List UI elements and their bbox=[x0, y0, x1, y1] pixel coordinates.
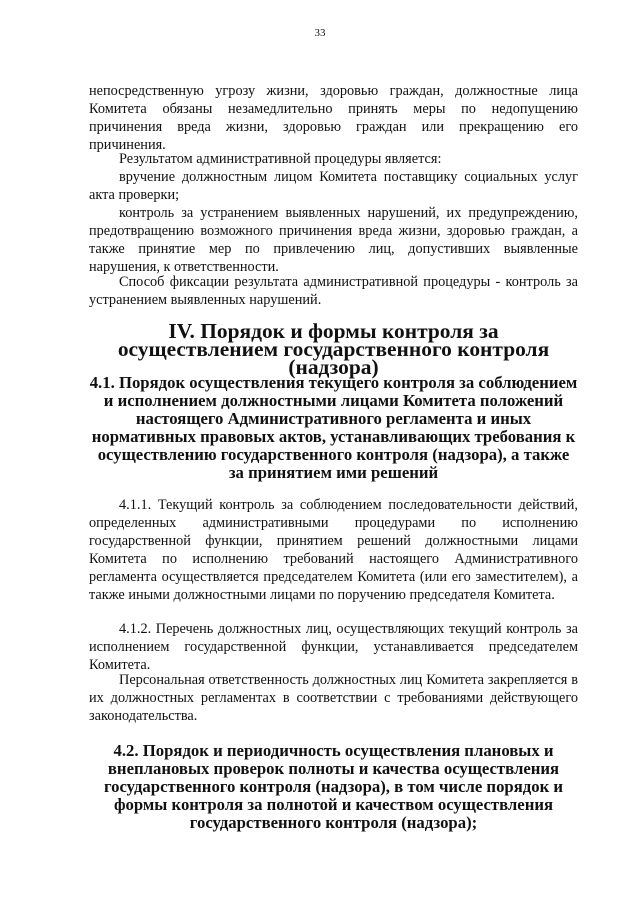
paragraph-fixation-method: Способ фиксации результата административной процедуры - контроль за устранением выявленных нарушений. bbox=[89, 274, 578, 308]
paragraph-4-1-2: 4.1.2. Перечень должностных лиц, осуществляющих текущий контроль за исполнением государственной функции, устанавливается председателем Комитета. bbox=[89, 621, 578, 673]
section-heading-iv: IV. Порядок и формы контроля за осуществлением государственного контроля (надзора) bbox=[117, 319, 550, 379]
page-number: 33 bbox=[314, 27, 326, 39]
subsection-heading-4-2: 4.2. Порядок и периодичность осуществления плановых и внеплановых проверок полноты и качества осуществления государственного контроля (надзора), в том числе порядок и формы контроля за полнотой и качеством осуществления государственного контроля (надзора); bbox=[103, 741, 564, 832]
paragraph-handover-act: вручение должностным лицом Комитета поставщику социальных услуг акта проверки; bbox=[89, 169, 578, 203]
subsection-heading-4-1: 4.1. Порядок осуществления текущего контроля за соблюдением и исполнением должностными лицами Комитета положений настоящего Административного регламента и иных нормативных правовых актов, устанавливающих требования к осуществлению государственного контроля (надзора), а также за принятием ими решений bbox=[89, 373, 578, 482]
paragraph-personal-responsibility: Персональная ответственность должностных лиц Комитета закрепляется в их должностных регламентах в соответствии с требованиями действующего законодательства. bbox=[89, 672, 578, 724]
paragraph-control-violations: контроль за устранением выявленных нарушений, их предупреждению, предотвращению возможного причинения вреда жизни, здоровью граждан, а также принятие мер по привлечению лиц, допустивших выявленные нарушения, к ответственности. bbox=[89, 205, 578, 275]
paragraph-immediate-threat: непосредственную угрозу жизни, здоровью граждан, должностные лица Комитета обязаны незамедлительно принять меры по недопущению причинения вреда жизни, здоровью граждан или прекращению его причинения. bbox=[89, 83, 578, 153]
paragraph-4-1-1: 4.1.1. Текущий контроль за соблюдением последовательности действий, определенных административными процедурами по исполнению государственной функции, принятием решений должностными лицами Комитета по исполнению требований настоящего Административного регламента осуществляется председателем Комитета (или его заместителем), а также иными должностными лицами по поручению председателя Комитета. bbox=[89, 497, 578, 603]
paragraph-procedure-result: Результатом административной процедуры является: bbox=[119, 151, 442, 167]
